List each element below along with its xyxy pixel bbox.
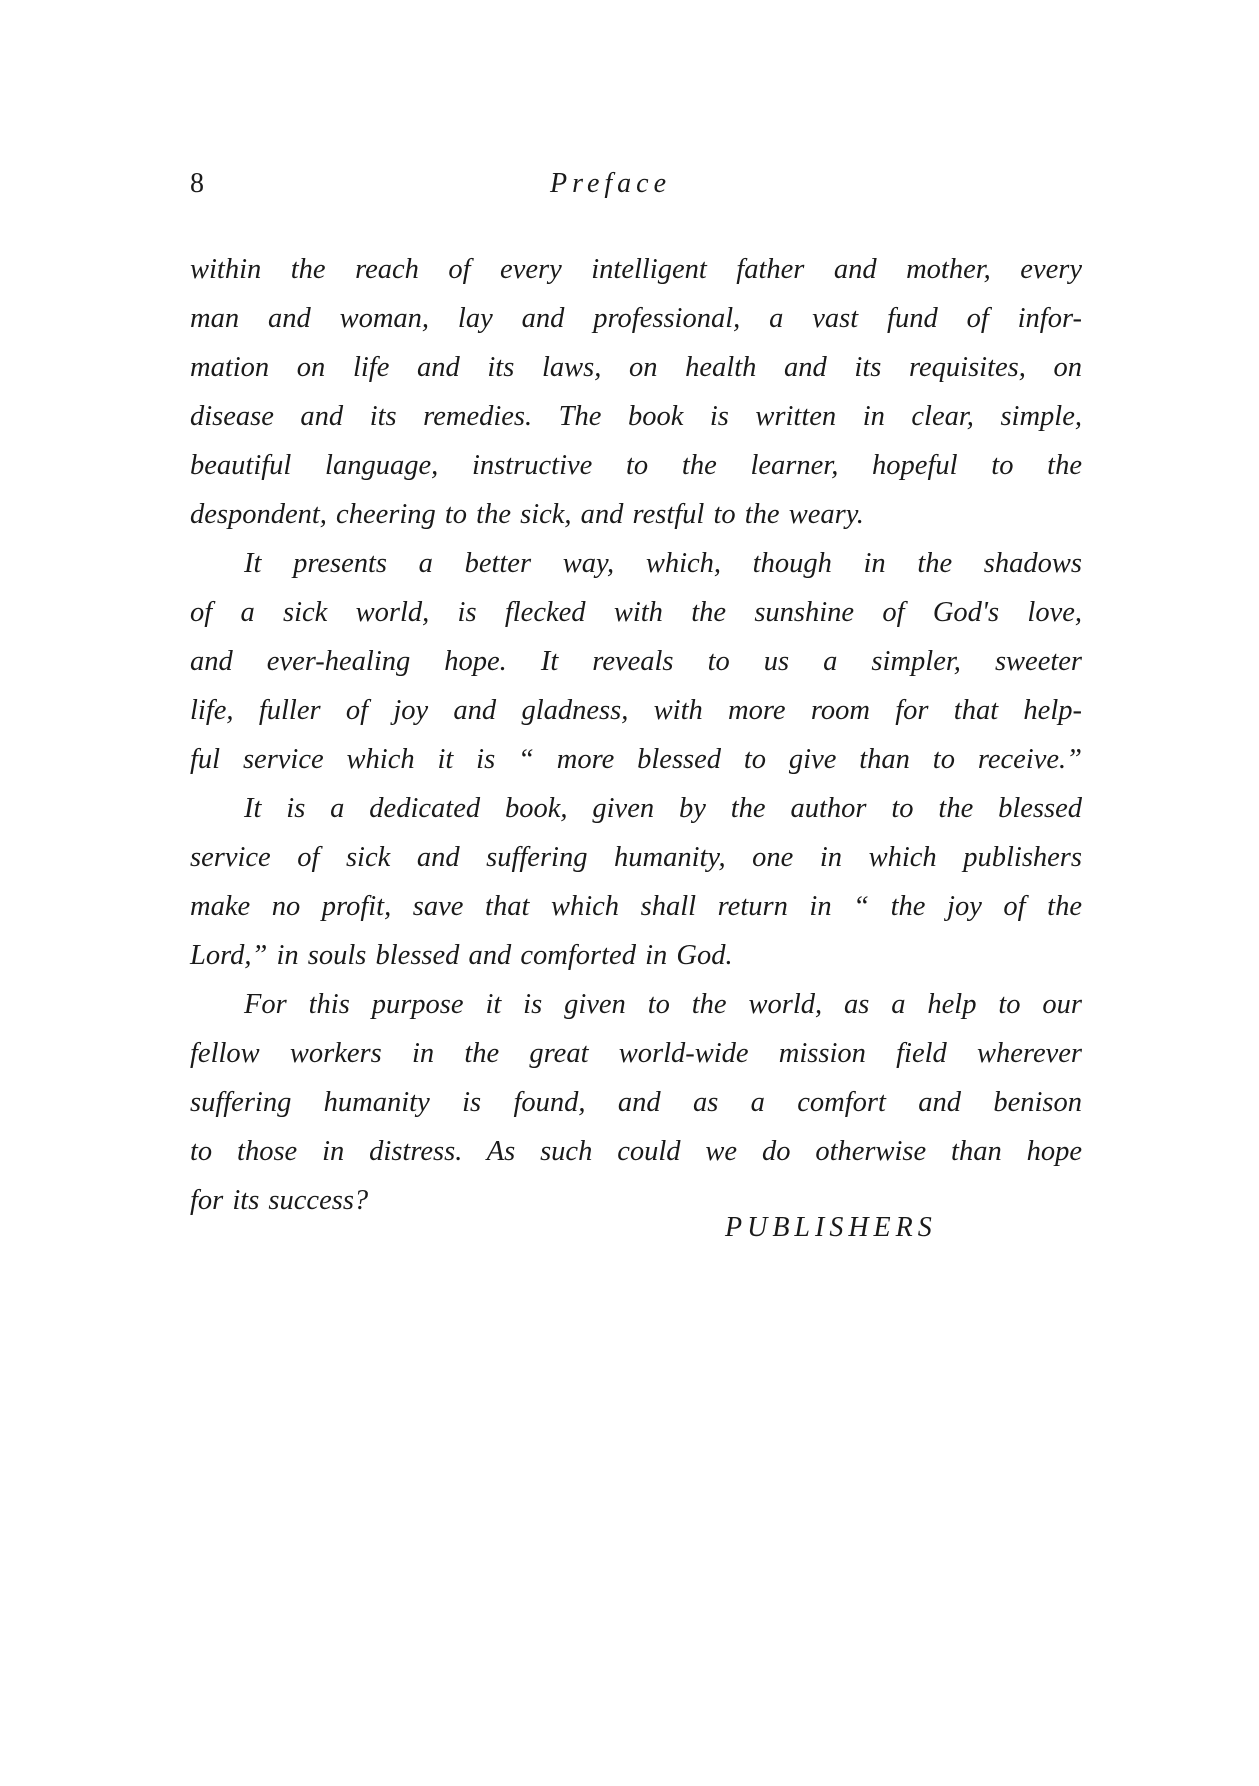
- paragraph: [190, 980, 1082, 1225]
- text-line: despondent, cheering to the sick, and restful to the weary.: [190, 499, 864, 530]
- text-line: to those in distress. As such could we do otherwise than hope: [190, 1136, 1082, 1167]
- text-line: and ever-healing hope. It reveals to us a simpler, sweeter: [190, 646, 1082, 677]
- page-header: [190, 168, 1080, 208]
- text-line: suffering humanity is found, and as a comfort and benison: [190, 1087, 1082, 1118]
- text-line: of a sick world, is flecked with the sunshine of God's love,: [190, 597, 1082, 628]
- text-line: fellow workers in the great world-wide mission field wherever: [190, 1038, 1082, 1069]
- text-line: ful service which it is “ more blessed to give than to receive.”: [190, 744, 1082, 775]
- text-line: mation on life and its laws, on health and its requisites, on: [190, 352, 1082, 383]
- text-line: for its success?: [190, 1185, 369, 1216]
- text-line: beautiful language, instructive to the learner, hopeful to the: [190, 450, 1082, 481]
- paragraph: [190, 245, 1082, 539]
- text-line: service of sick and suffering humanity, one in which publishers: [190, 842, 1082, 873]
- page-number: 8: [190, 168, 204, 199]
- text-line: make no profit, save that which shall return in “ the joy of the: [190, 891, 1082, 922]
- paragraph: [190, 539, 1082, 784]
- text-line: For this purpose it is given to the world, as a help to our: [244, 989, 1082, 1020]
- signature: PUBLISHERS: [725, 1212, 937, 1243]
- paragraph: [190, 784, 1082, 980]
- text-line: It presents a better way, which, though in the shadows: [244, 548, 1082, 579]
- running-title: Preface: [550, 168, 672, 199]
- text-line: man and woman, lay and professional, a vast fund of infor-: [190, 303, 1082, 334]
- text-line: disease and its remedies. The book is written in clear, simple,: [190, 401, 1082, 432]
- text-line: It is a dedicated book, given by the author to the blessed: [244, 793, 1082, 824]
- text-line: life, fuller of joy and gladness, with more room for that help-: [190, 695, 1082, 726]
- text-line: Lord,” in souls blessed and comforted in God.: [190, 940, 733, 971]
- text-line: within the reach of every intelligent father and mother, every: [190, 254, 1082, 285]
- preface-body: [190, 245, 1082, 1225]
